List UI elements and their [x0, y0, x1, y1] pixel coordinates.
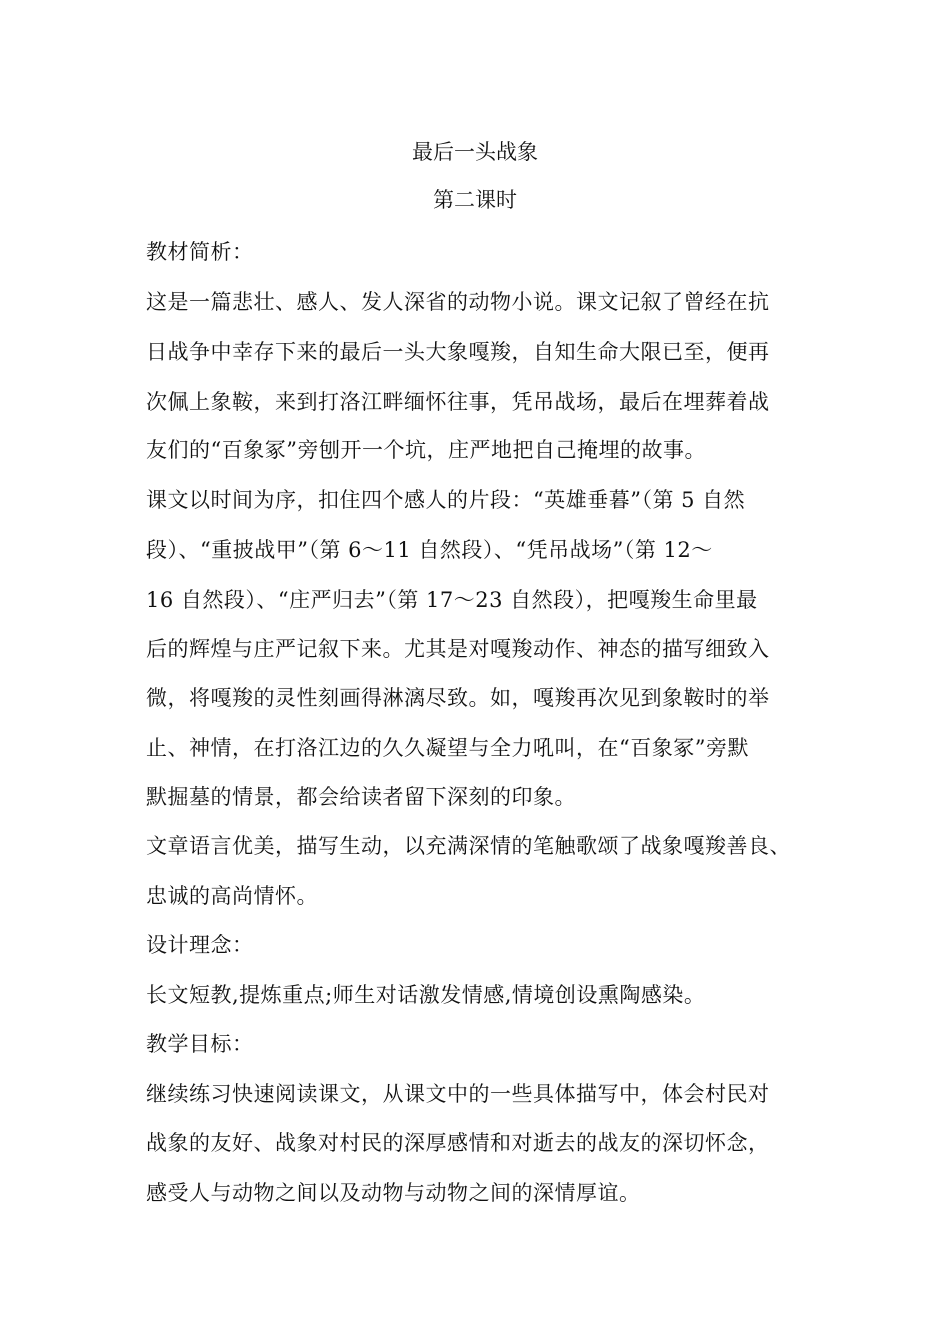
- paragraph-line: 长文短教,提炼重点;师生对话激发情感,情境创设熏陶感染。: [146, 983, 706, 1007]
- paragraph-line: 友们的“百象冢”旁刨开一个坑，庄严地把自己掩埋的故事。: [146, 438, 706, 462]
- paragraph-line: 微，将嘎羧的灵性刻画得淋漓尽致。如，嘎羧再次见到象鞍时的举: [146, 686, 770, 710]
- paragraph-line: 战象的友好、战象对村民的深厚感情和对逝去的战友的深切怀念，: [146, 1131, 770, 1155]
- paragraph-line: 忠诚的高尚情怀。: [146, 884, 318, 908]
- document-title: 最后一头战象: [412, 140, 538, 164]
- paragraph-line: 课文以时间为序，扣住四个感人的片段：“英雄垂暮”（第 5 自然: [146, 488, 746, 512]
- section-heading-textbook-analysis: 教材简析：: [146, 240, 254, 264]
- paragraph-line: 段）、“重披战甲”（第 6～11 自然段）、“凭吊战场”（第 12～: [146, 538, 713, 562]
- paragraph-line: 文章语言优美，描写生动，以充满深情的笔触歌颂了战象嘎羧善良、: [146, 834, 791, 858]
- paragraph-line: 感受人与动物之间以及动物与动物之间的深情厚谊。: [146, 1181, 641, 1205]
- paragraph-line: 次佩上象鞍，来到打洛江畔缅怀往事，凭吊战场，最后在埋葬着战: [146, 390, 770, 414]
- paragraph-line: 继续练习快速阅读课文，从课文中的一些具体描写中，体会村民对: [146, 1082, 770, 1106]
- paragraph-line: 止、神情，在打洛江边的久久凝望与全力吼叫，在“百象冢”旁默: [146, 736, 749, 760]
- paragraph-line: 这是一篇悲壮、感人、发人深省的动物小说。课文记叙了曾经在抗: [146, 290, 770, 314]
- paragraph-line: 16 自然段）、“庄严归去”（第 17～23 自然段），把嘎羧生命里最: [146, 588, 758, 612]
- paragraph-line: 日战争中幸存下来的最后一头大象嘎羧，自知生命大限已至，便再: [146, 340, 770, 364]
- document-subtitle: 第二课时: [433, 188, 517, 212]
- section-heading-design-concept: 设计理念：: [146, 933, 254, 957]
- paragraph-line: 默掘墓的情景，都会给读者留下深刻的印象。: [146, 785, 576, 809]
- section-heading-teaching-goals: 教学目标：: [146, 1032, 254, 1056]
- paragraph-line: 后的辉煌与庄严记叙下来。尤其是对嘎羧动作、神态的描写细致入: [146, 637, 770, 661]
